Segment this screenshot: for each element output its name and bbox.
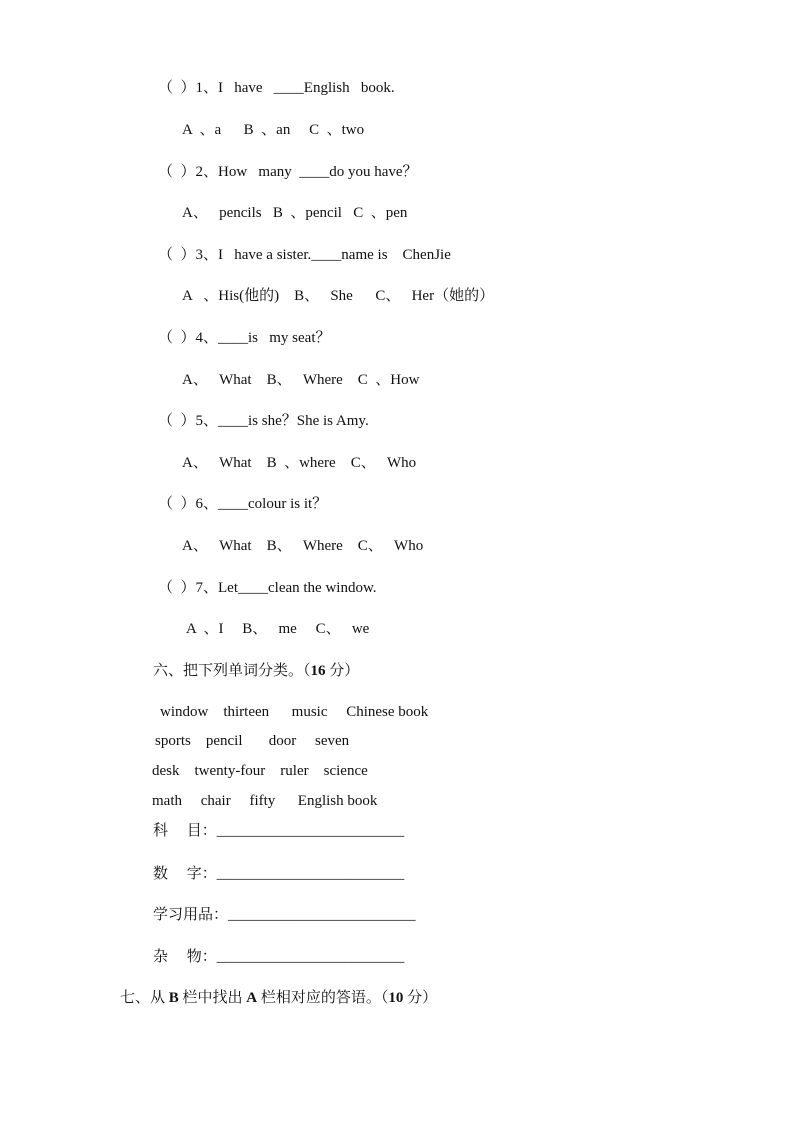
- category-school-supplies: 学习用品：_________________________: [153, 907, 416, 923]
- question-1-stem: （ ）1、I have ____English book.: [158, 80, 395, 96]
- word-row-2: sports pencil door seven: [155, 733, 350, 749]
- word-row-3: desk twenty-four ruler science: [152, 763, 368, 779]
- section-7-p3: 栏相对应的答语。（: [257, 990, 389, 1006]
- section-6-heading: [153, 662, 359, 680]
- section-6-heading-suffix: 分）: [325, 663, 360, 679]
- section-6-heading-prefix: 六、把下列单词分类。（: [153, 663, 311, 679]
- question-6-options: A、 What B、 Where C、 Who: [182, 538, 424, 554]
- section-7-b1: B: [168, 990, 179, 1006]
- section-7-p1: 七、从: [120, 990, 169, 1006]
- question-4-stem: （ ）4、____is my seat？: [158, 330, 331, 346]
- section-6-score: 16: [310, 663, 326, 679]
- question-5-stem: （ ）5、____is she？She is Amy.: [158, 413, 369, 429]
- section-7-b2: A: [246, 990, 258, 1006]
- category-misc: 杂 物：_________________________: [153, 949, 405, 965]
- question-3-options: A 、His(他的) B、 She C、 Her（她的）: [182, 288, 495, 304]
- category-numbers: 数 字：_________________________: [153, 866, 405, 882]
- section-7-score: 10: [388, 990, 404, 1006]
- word-row-1: window thirteen music Chinese book: [160, 704, 429, 720]
- section-7-p2: 栏中找出: [178, 990, 247, 1006]
- question-5-options: A、 What B 、where C、 Who: [182, 455, 417, 471]
- section-7-p4: 分）: [403, 990, 438, 1006]
- section-7-heading: [120, 989, 437, 1007]
- category-subjects: 科 目：_________________________: [153, 823, 405, 839]
- question-3-stem: （ ）3、I have a sister.____name is ChenJie: [158, 247, 451, 263]
- question-6-stem: （ ）6、____colour is it？: [158, 496, 328, 512]
- word-row-4: math chair fifty English book: [152, 793, 378, 809]
- question-2-stem: （ ）2、How many ____do you have？: [158, 164, 418, 180]
- question-2-options: A、 pencils B 、pencil C 、pen: [182, 205, 408, 221]
- question-4-options: A、 What B、 Where C 、How: [182, 372, 420, 388]
- question-1-options: A 、a B 、an C 、two: [182, 122, 365, 138]
- question-7-options: A 、I B、 me C、 we: [186, 621, 370, 637]
- question-7-stem: （ ）7、Let____clean the window.: [158, 580, 377, 596]
